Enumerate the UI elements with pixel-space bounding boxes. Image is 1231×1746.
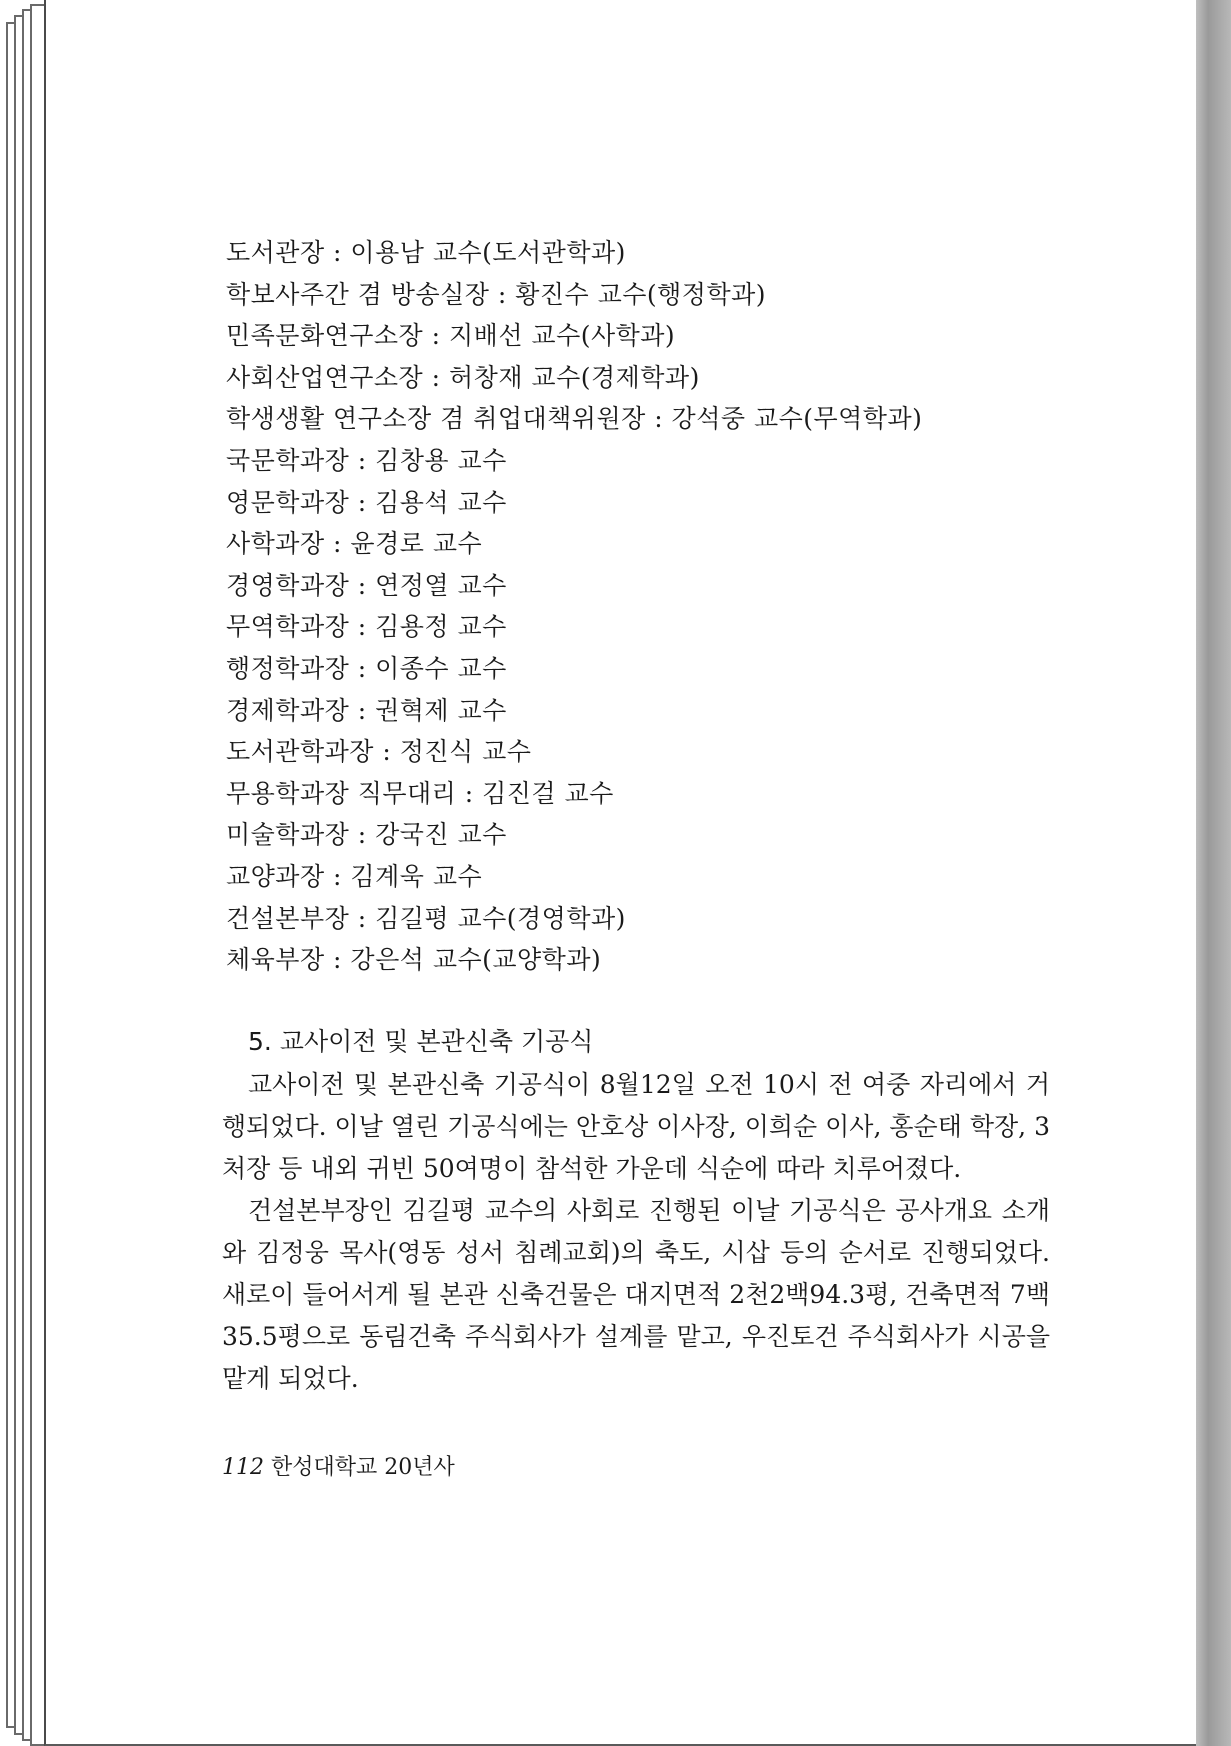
list-item: 경제학과장 : 권혁제 교수	[226, 695, 507, 725]
list-item: 미술학과장 : 강국진 교수	[226, 820, 507, 850]
page-footer	[222, 1451, 455, 1485]
list-item: 도서관학과장 : 정진식 교수	[226, 737, 532, 767]
list-item: 경영학과장 : 연정열 교수	[226, 570, 507, 600]
list-item: 행정학과장 : 이종수 교수	[226, 653, 507, 683]
page-number: 112	[222, 1455, 264, 1480]
list-item: 건설본부장 : 김길평 교수(경영학과)	[226, 903, 626, 933]
list-item: 학보사주간 겸 방송실장 : 황진수 교수(행정학과)	[226, 279, 767, 309]
paragraph: 건설본부장인 김길평 교수의 사회로 진행된 이날 기공식은 공사개요 소개와 김정웅 목사(영동 성서 침례교회)의 축도, 시삽 등의 순서로 진행되었다. 새로이 들어서게 될 본관 신축건물은 대지면적 2천2백94.3평, 건축면적 7백35.5평으로 동림건축 주식회사가 설계를 맡고, 우진토건 주식회사가 시공을 맡게 되었다.	[222, 1196, 1050, 1393]
page-shadow-right	[1193, 0, 1231, 1746]
list-item: 영문학과장 : 김용석 교수	[226, 487, 507, 517]
list-item: 사학과장 : 윤경로 교수	[226, 529, 483, 559]
list-item: 무용학과장 직무대리 : 김진걸 교수	[226, 778, 614, 808]
list-item: 교양과장 : 김계욱 교수	[226, 861, 483, 891]
paragraph: 교사이전 및 본관신축 기공식이 8월12일 오전 10시 전 여중 자리에서 거행되었다. 이날 열린 기공식에는 안호상 이사장, 이희순 이사, 홍순태 학장, 3처장 등 내외 귀빈 50여명이 참석한 가운데 식순에 따라 치루어졌다.	[222, 1070, 1050, 1183]
list-item: 도서관장 : 이용남 교수(도서관학과)	[226, 238, 626, 267]
list-item: 무역학과장 : 김용정 교수	[226, 612, 507, 642]
book-title: 한성대학교 20년사	[271, 1455, 455, 1480]
list-item: 국문학과장 : 김창용 교수	[226, 445, 507, 475]
list-item: 체육부장 : 강은석 교수(교양학과)	[226, 945, 602, 975]
section-heading: 5. 교사이전 및 본관신축 기공식	[248, 1027, 594, 1056]
list-item: 사회산업연구소장 : 허창재 교수(경제학과)	[226, 362, 700, 392]
staff-appointment-list	[226, 232, 922, 981]
list-item: 민족문화연구소장 : 지배선 교수(사학과)	[226, 321, 676, 351]
list-item: 학생생활 연구소장 겸 취업대책위원장 : 강석중 교수(무역학과)	[226, 404, 923, 434]
section-body	[222, 1064, 1050, 1400]
